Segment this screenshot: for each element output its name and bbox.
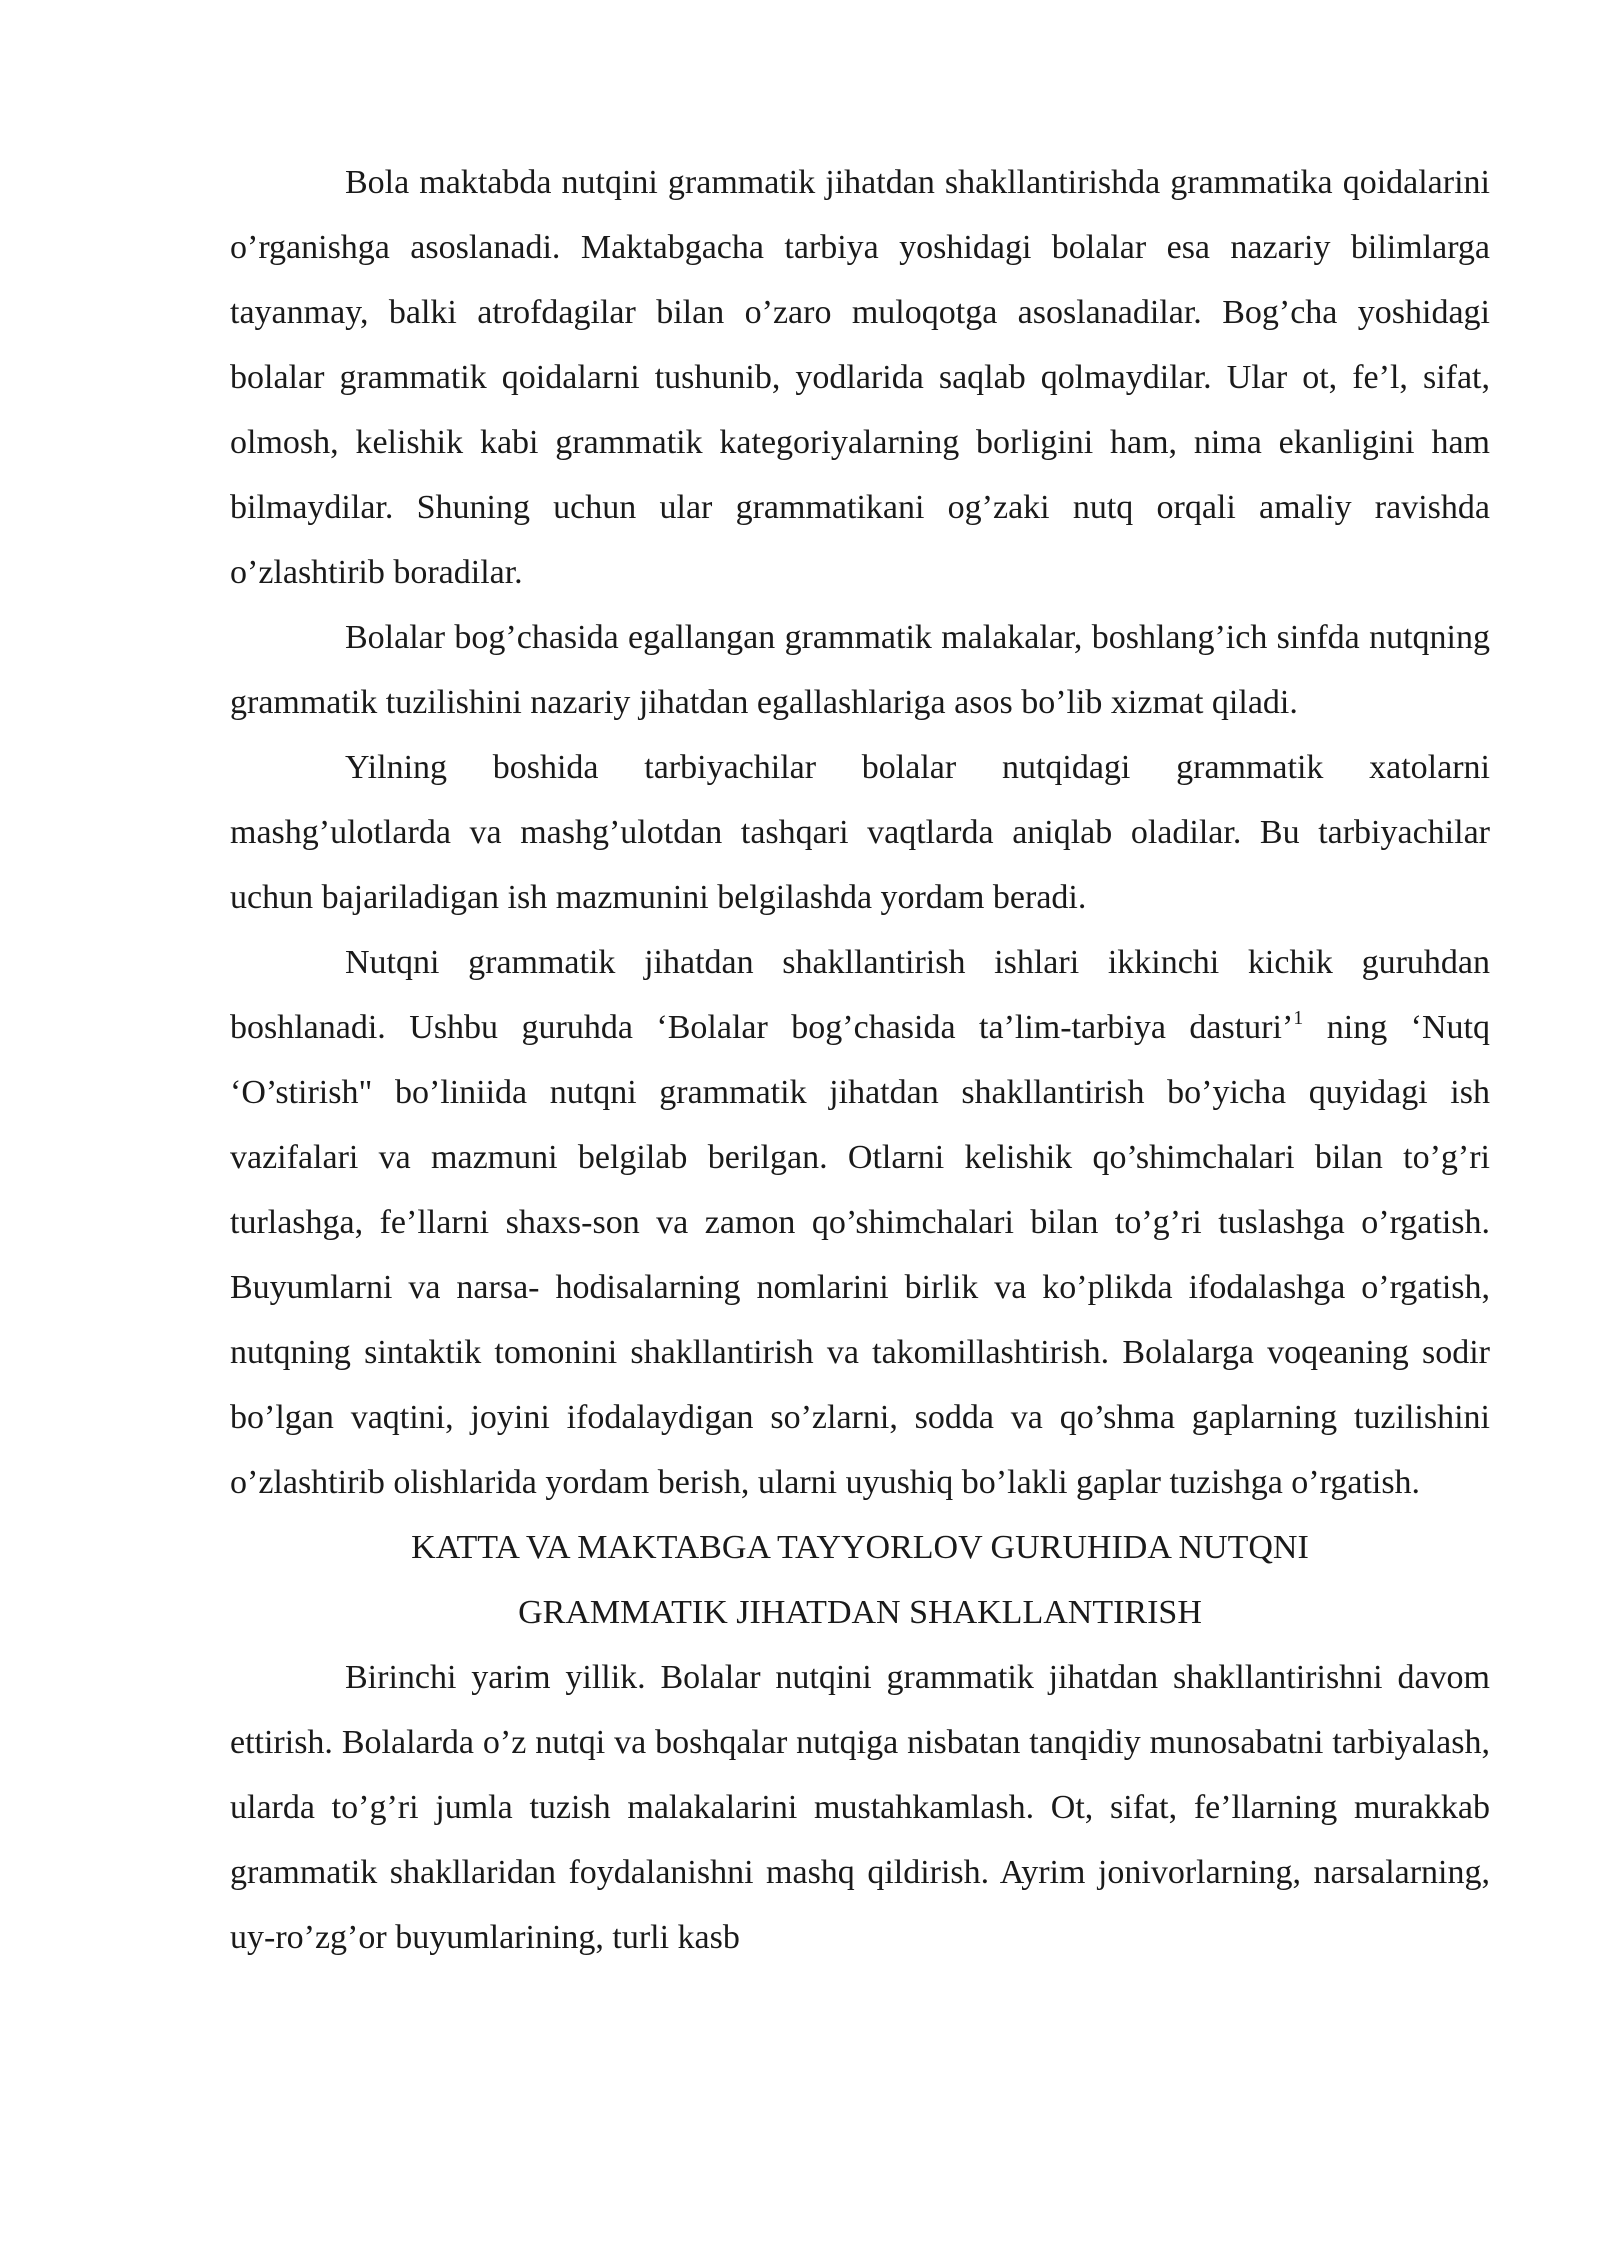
section-heading-line-1: KATTA VA MAKTABGA TAYYORLOV GURUHIDA NUTQNI [411, 1529, 1309, 1566]
paragraph-4 [230, 930, 1490, 1515]
document-page [230, 150, 1490, 1970]
paragraph-5: Birinchi yarim yillik. Bolalar nutqini grammatik jihatdan shakllantirishni davom ettirish. Bolalarda o’z nutqi va boshqalar nutqiga nisbatan tanqidiy munosabatni tarbiyalash, ularda to’g’ri jumla tuzish malakalarini mustahkamlash. Ot, sifat, fe’llarning murakkab grammatik shakllaridan foydalanishni mashq qildirish. Ayrim jonivorlarning, narsalarning, uy-ro’zg’or buyumlarining, turli kasb [230, 1659, 1490, 1956]
paragraph-3: Yilning boshida tarbiyachilar bolalar nutqidagi grammatik xatolarni mashg’ulotlarda va mashg’ulotdan tashqari vaqtlarda aniqlab oladilar. Bu tarbiyachilar uchun bajariladigan ish mazmunini belgilashda yordam beradi. [230, 749, 1490, 916]
footnote-reference[interactable]: 1 [1293, 1007, 1304, 1029]
paragraph-4-text-before-footnote: Nutqni grammatik jihatdan shakllantirish ishlari ikkinchi kichik guruhdan boshlanadi. Ushbu guruhda ‘Bolalar bog’chasida ta’lim-tarbiya dasturi’ [230, 944, 1490, 1046]
paragraph-4-text-after-footnote: ning ‘Nutq ‘O’stirish" bo’liniida nutqni grammatik jihatdan shakllantirish bo’yicha quyidagi ish vazifalari va mazmuni belgilab berilgan. Otlarni kelishik qo’shimchalari bilan to’g’ri turlashga, fe’llarni shaxs-son va zamon qo’shimchalari bilan to’g’ri tuslashga o’rgatish. Buyumlarni va narsa- hodisalarning nomlarini birlik va ko’plikda ifodalashga o’rgatish, nutqning sintaktik tomonini shakllantirish va takomillashtirish. Bolalarga voqeaning sodir bo’lgan vaqtini, joyini ifodalaydigan so’zlarni, sodda va qo’shma gaplarning tuzilishini o’zlashtirib olishlarida yordam berish, ularni uyushiq bo’lakli gaplar tuzishga o’rgatish. [230, 1009, 1490, 1501]
paragraph-2: Bolalar bog’chasida egallangan grammatik malakalar, boshlang’ich sinfda nutqning grammatik tuzilishini nazariy jihatdan egallashlariga asos bo’lib xizmat qiladi. [230, 619, 1490, 721]
paragraph-1: Bola maktabda nutqini grammatik jihatdan shakllantirishda grammatika qoidalarini o’rganishga asoslanadi. Maktabgacha tarbiya yoshidagi bolalar esa nazariy bilimlarga tayanmay, balki atrofdagilar bilan o’zaro muloqotga asoslanadilar. Bog’cha yoshidagi bolalar grammatik qoidalarni tushunib, yodlarida saqlab qolmaydilar. Ular ot, fe’l, sifat, olmosh, kelishik kabi grammatik kategoriyalarning borligini ham, nima ekanligini ham bilmaydilar. Shuning uchun ular grammatikani og’zaki nutq orqali amaliy ravishda o’zlashtirib boradilar. [230, 164, 1490, 591]
section-heading-line-2: GRAMMATIK JIHATDAN SHAKLLANTIRISH [518, 1594, 1202, 1631]
